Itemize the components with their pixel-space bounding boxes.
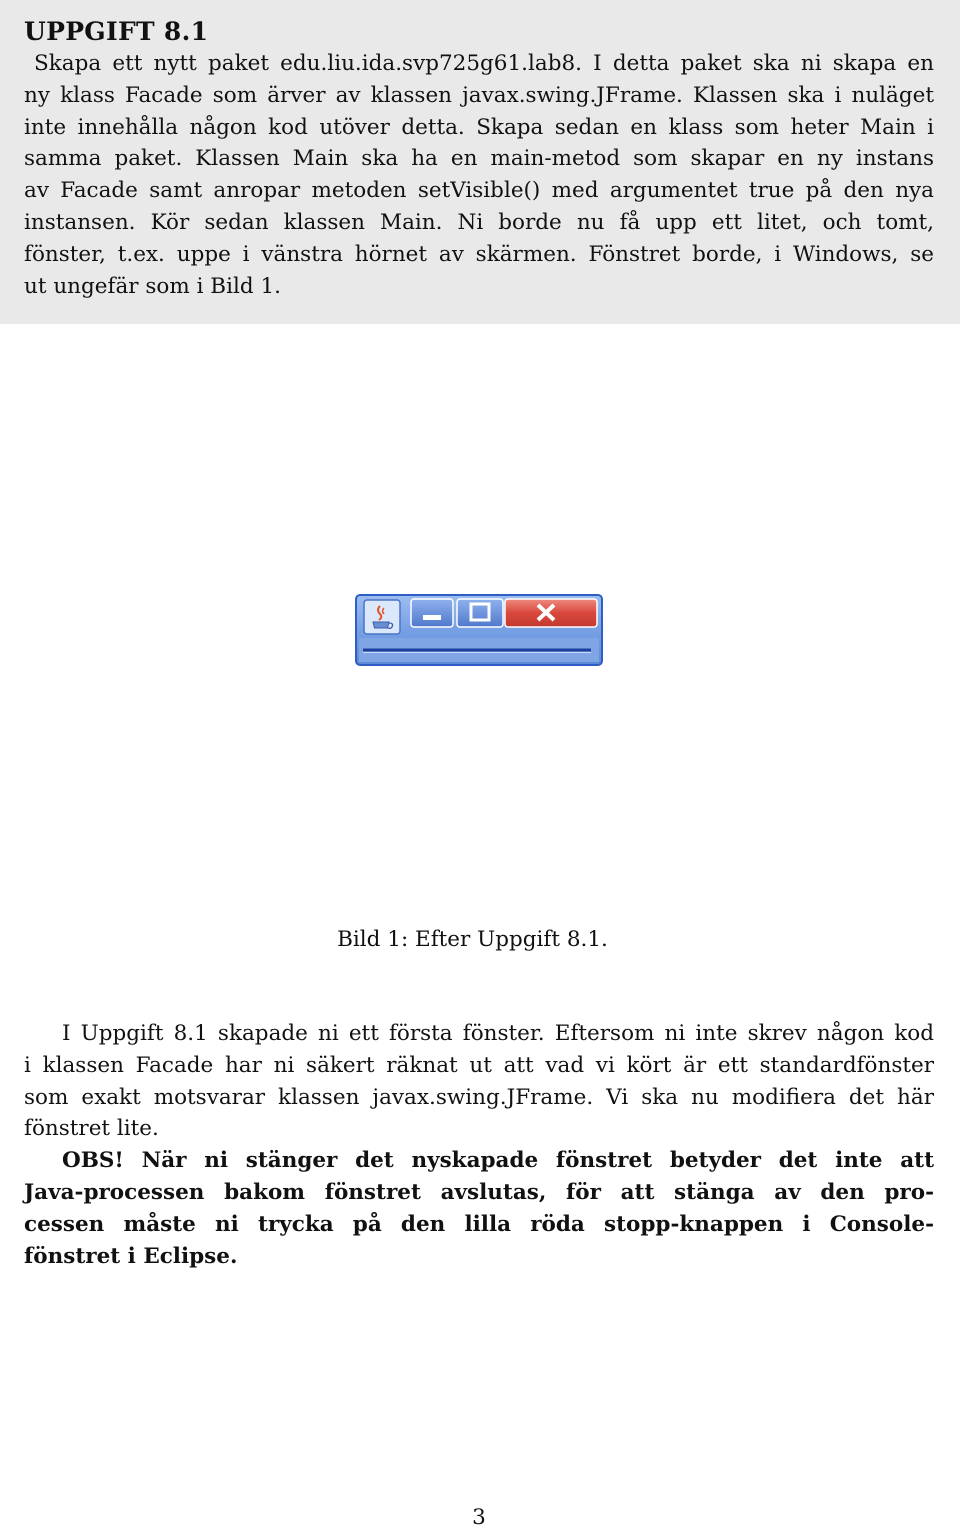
obs-line: Java-processen bakom fönstret avslutas, för att stänga av den pro- [24, 1179, 934, 1205]
obs-line: OBS! När ni stänger det nyskapade fönstret betyder det inte att [62, 1148, 934, 1174]
body-text [24, 1018, 934, 1272]
body-line: fönstret lite. [24, 1116, 159, 1142]
task-line: av Facade samt anropar metoden setVisible() med argumentet true på den nya [24, 178, 934, 204]
task-title: UPPGIFT 8.1 [24, 17, 209, 46]
task-line: ny klass Facade som ärver av klassen javax.swing.JFrame. Klassen ska i nuläget [24, 82, 934, 108]
body-line: I Uppgift 8.1 skapade ni ett första fönster. Eftersom ni inte skrev någon kod [62, 1021, 934, 1046]
close-button[interactable] [505, 599, 597, 627]
page-number: 3 [472, 1505, 486, 1530]
task-description [24, 48, 934, 302]
obs-note [24, 1145, 934, 1272]
body-line: som exakt motsvarar klassen javax.swing.JFrame. Vi ska nu modifiera det här [24, 1084, 934, 1110]
obs-line: cessen måste ni trycka på den lilla röda stopp-knappen i Console- [24, 1211, 934, 1237]
task-line: ut ungefär som i Bild 1. [24, 273, 281, 299]
window-illustration [355, 594, 603, 666]
obs-line: fönstret i Eclipse. [24, 1243, 238, 1269]
task-line: instansen. Kör sedan klassen Main. Ni borde nu få upp ett litet, och tomt, [24, 209, 934, 235]
minimize-icon [423, 615, 441, 620]
task-line: samma paket. Klassen Main ska ha en main-metod som skapar en ny instans [24, 146, 934, 172]
jframe-window-screenshot [355, 594, 603, 666]
task-line: inte innehålla någon kod utöver detta. Skapa sedan en klass som heter Main i [24, 114, 934, 140]
body-paragraph [24, 1018, 934, 1145]
task-box [0, 0, 960, 324]
figure-caption: Bild 1: Efter Uppgift 8.1. [337, 927, 608, 952]
task-line: fönster, t.ex. uppe i vänstra hörnet av skärmen. Fönstret borde, i Windows, se [24, 241, 934, 267]
java-cup-icon[interactable] [364, 600, 400, 634]
task-line: Skapa ett nytt paket edu.liu.ida.svp725g61.lab8. I detta paket ska ni skapa en [34, 51, 934, 76]
minimize-button[interactable] [411, 599, 453, 627]
body-line: i klassen Facade har ni säkert räknat ut att vad vi kört är ett standardfönster [24, 1052, 934, 1078]
maximize-button[interactable] [457, 599, 503, 627]
